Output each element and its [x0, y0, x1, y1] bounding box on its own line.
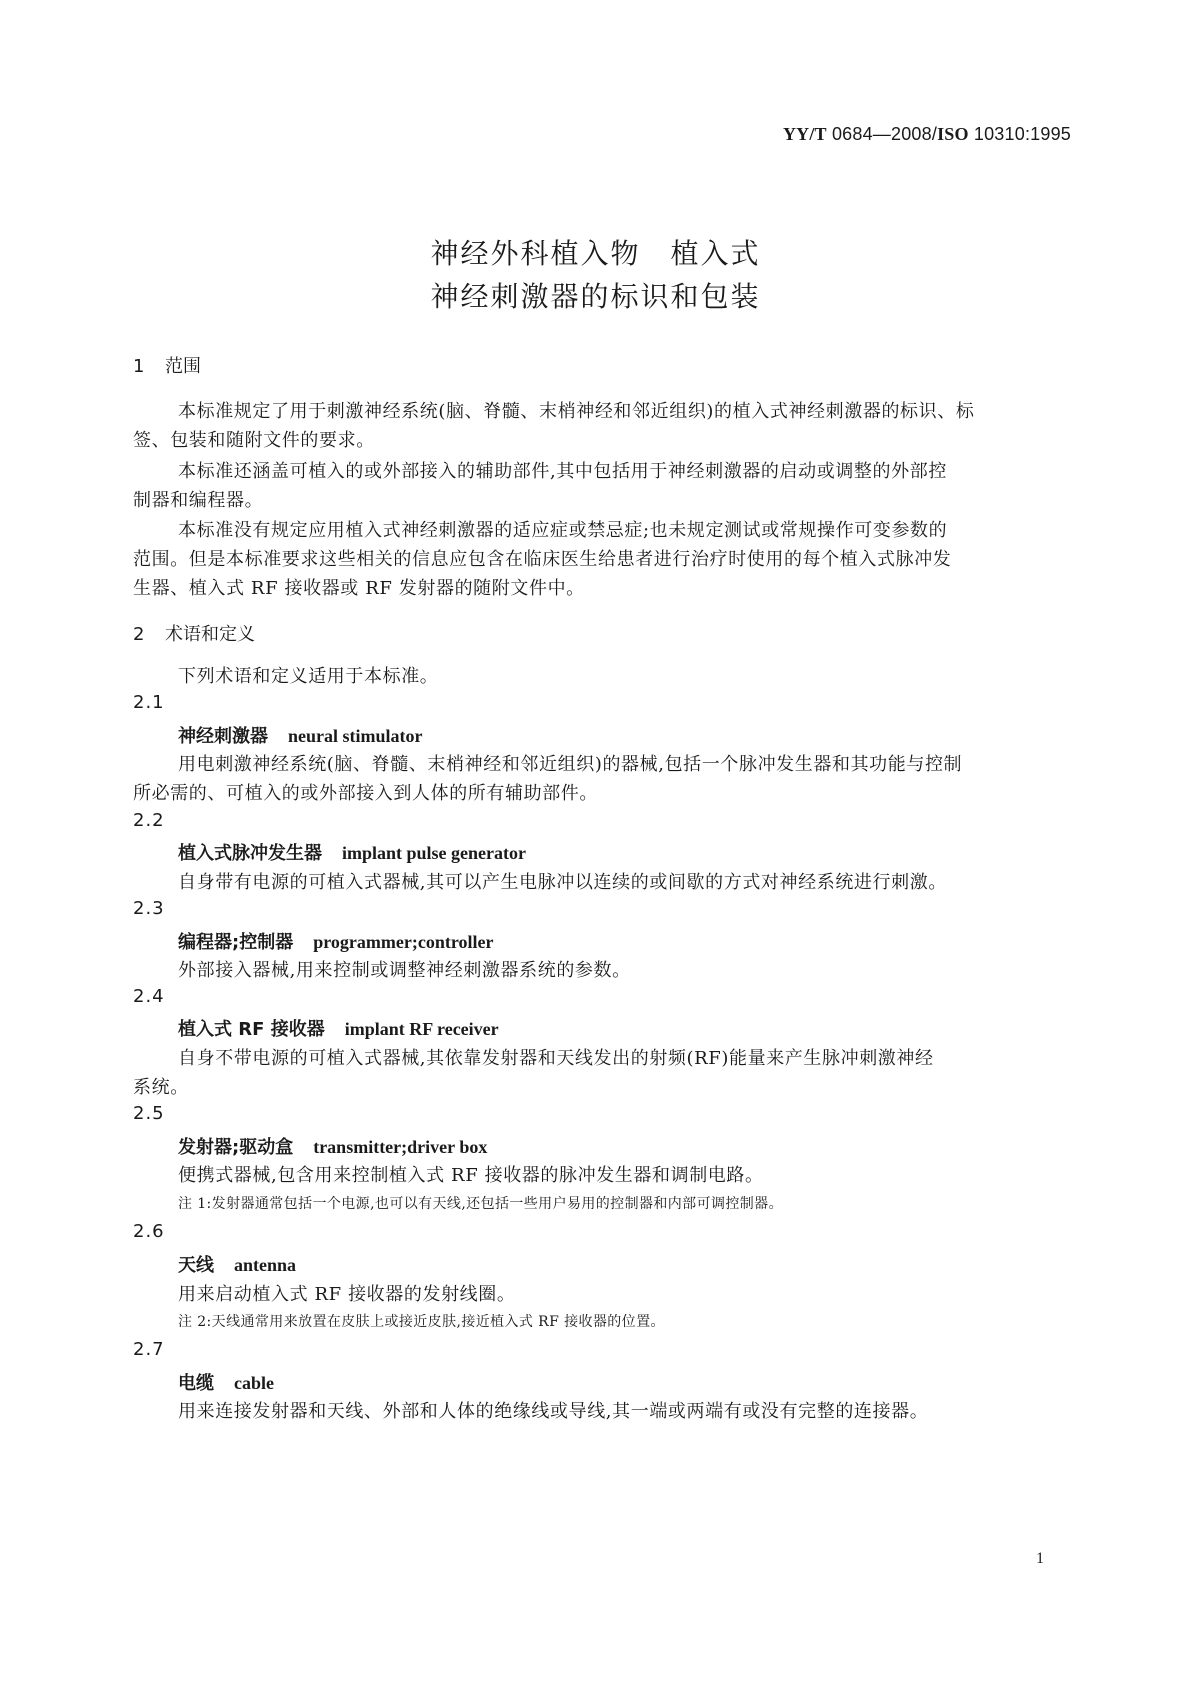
standard-code: YY/T 0684—2008/ISO 10310:1995 — [782, 124, 1071, 144]
clause-number: 2.4 — [133, 986, 165, 1007]
term-title: 编程器;控制器 programmer;controller — [178, 932, 494, 953]
term-title: 神经刺激器 neural stimulator — [178, 726, 423, 747]
term-note: 注 2:天线通常用来放置在皮肤上或接近皮肤,接近植入式 RF 接收器的位置。 — [178, 1314, 665, 1330]
section-1-paragraph-2-line-1: 本标准还涵盖可植入的或外部接入的辅助部件,其中包括用于神经刺激器的启动或调整的外部控 — [178, 461, 947, 482]
term-definition-line: 自身不带电源的可植入式器械,其依靠发射器和天线发出的射频(RF)能量来产生脉冲刺激神经 — [178, 1048, 934, 1069]
section-1-paragraph-2-line-2: 制器和编程器。 — [133, 490, 264, 511]
section-1-paragraph-1-line-2: 签、包装和随附文件的要求。 — [133, 430, 375, 451]
term-title: 植入式脉冲发生器 implant pulse generator — [178, 843, 526, 864]
document-title-line-1: 神经外科植入物 植入式 — [430, 237, 761, 270]
term-definition-line: 所必需的、可植入的或外部接入到人体的所有辅助部件。 — [133, 783, 598, 804]
clause-number: 2.5 — [133, 1103, 165, 1124]
clause-number: 2.1 — [133, 692, 165, 713]
section-1-paragraph-3-line-2: 范围。但是本标准要求这些相关的信息应包含在临床医生给患者进行治疗时使用的每个植入式脉冲发 — [133, 549, 952, 570]
section-2-intro: 下列术语和定义适用于本标准。 — [178, 666, 439, 687]
term-definition-line: 自身带有电源的可植入式器械,其可以产生电脉冲以连续的或间歇的方式对神经系统进行刺激。 — [178, 872, 947, 893]
term-note: 注 1:发射器通常包括一个电源,也可以有天线,还包括一些用户易用的控制器和内部可调控制器。 — [178, 1196, 783, 1212]
term-title: 天线 antenna — [178, 1255, 297, 1276]
term-title: 电缆 cable — [178, 1373, 274, 1394]
term-definition-line: 用来连接发射器和天线、外部和人体的绝缘线或导线,其一端或两端有或没有完整的连接器。 — [178, 1401, 929, 1422]
page-number: 1 — [1036, 1550, 1044, 1567]
term-title: 发射器;驱动盒 transmitter;driver box — [178, 1137, 488, 1158]
term-title: 植入式 RF 接收器 implant RF receiver — [178, 1019, 499, 1040]
term-definition-line: 便携式器械,包含用来控制植入式 RF 接收器的脉冲发生器和调制电路。 — [178, 1165, 764, 1186]
section-1-paragraph-1-line-1: 本标准规定了用于刺激神经系统(脑、脊髓、末梢神经和邻近组织)的植入式神经刺激器的标识、标 — [178, 401, 975, 422]
term-definition-line: 用来启动植入式 RF 接收器的发射线圈。 — [178, 1284, 516, 1305]
term-definition-line: 用电刺激神经系统(脑、脊髓、末梢神经和邻近组织)的器械,包括一个脉冲发生器和其功能与控制 — [178, 754, 963, 775]
section-1-heading: 1 范围 — [133, 356, 201, 377]
term-definition-line: 系统。 — [133, 1077, 189, 1098]
section-1-paragraph-3-line-3: 生器、植入式 RF 接收器或 RF 发射器的随附文件中。 — [133, 578, 585, 599]
term-definition-line: 外部接入器械,用来控制或调整神经刺激器系统的参数。 — [178, 960, 631, 981]
clause-number: 2.2 — [133, 810, 165, 831]
section-1-paragraph-3-line-1: 本标准没有规定应用植入式神经刺激器的适应症或禁忌症;也未规定测试或常规操作可变参数的 — [178, 520, 948, 541]
section-2-heading: 2 术语和定义 — [133, 624, 255, 645]
document-title-line-2: 神经刺激器的标识和包装 — [430, 280, 761, 313]
clause-number: 2.3 — [133, 898, 165, 919]
clause-number: 2.6 — [133, 1221, 165, 1242]
clause-number: 2.7 — [133, 1339, 165, 1360]
